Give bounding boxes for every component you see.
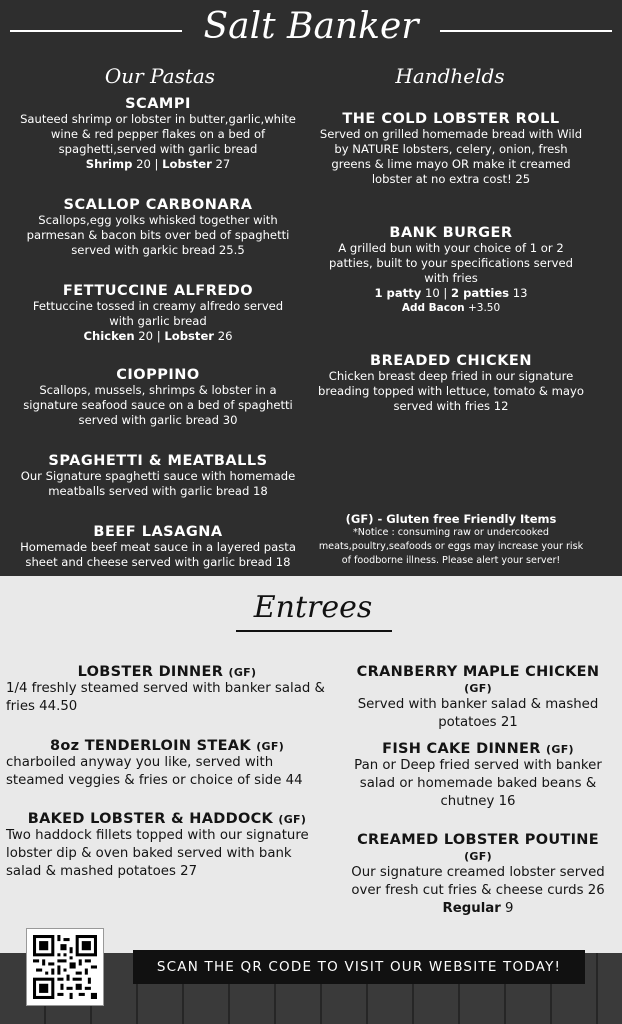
item-desc: Our signature creamed lobster served over fresh cut fries & cheese curds 26	[351, 865, 605, 898]
item-desc: Sauteed shrimp or lobster in butter,garlic,white wine & red pepper flakes on a bed of spaghetti,served with garlic bread	[20, 112, 296, 156]
item-name: THE COLD LOBSTER ROLL	[342, 111, 560, 127]
item-name: SCAMPI	[125, 96, 191, 112]
item-desc: Served on grilled homemade bread with Wild by NATURE lobsters, celery, onion, fresh greens & lime mayo OR make it creamed lobster at no extra cost! 25	[319, 127, 583, 186]
item-name: FISH CAKE DINNER (GF)	[382, 741, 574, 757]
notice-text: *Notice : consuming raw or undercooked meats,poultry,seafoods or eggs may increase your risk of foodborne illness. Please alert your server!	[318, 527, 584, 566]
pasta-item-scampi	[20, 96, 296, 172]
gluten-free-notice	[316, 512, 586, 568]
handhelds-heading: Handhelds	[395, 64, 505, 88]
item-desc: Homemade beef meat sauce in a layered pasta sheet and cheese served with garlic bread 18	[20, 540, 296, 569]
item-desc: Fettuccine tossed in creamy alfredo served with garlic bread	[32, 299, 284, 328]
entree-item-cranberry-maple-chicken	[350, 664, 606, 732]
pasta-item-spaghetti-meatballs	[20, 453, 296, 499]
item-extra: Add Bacon +3.50	[401, 302, 501, 314]
item-price: Regular 9	[442, 901, 514, 916]
item-name: CIOPPINO	[116, 367, 200, 383]
handhelds-column	[316, 0, 586, 576]
pasta-item-fettuccine-alfredo	[20, 283, 296, 344]
item-desc: 1/4 freshly steamed served with banker salad & fries 44.50	[6, 681, 325, 714]
item-name: CRANBERRY MAPLE CHICKEN	[356, 664, 600, 680]
qr-code-icon	[33, 935, 97, 999]
handheld-item-bank-burger	[316, 225, 586, 316]
pastas-heading: Our Pastas	[104, 64, 216, 88]
pasta-item-beef-lasagna	[20, 524, 296, 570]
handheld-item-cold-lobster-roll	[316, 111, 586, 187]
item-desc: Scallops, mussels, shrimps & lobster in a signature seafood sauce on a bed of spaghetti served with garlic bread 30	[23, 383, 293, 427]
item-name: BAKED LOBSTER & HADDOCK (GF)	[27, 811, 307, 827]
qr-code[interactable]	[26, 928, 104, 1006]
item-name: SCALLOP CARBONARA	[63, 197, 253, 213]
notice-heading: (GF) - Gluten free Friendly Items	[345, 512, 557, 526]
item-price: 1 patty 10 | 2 patties 13	[374, 286, 528, 300]
handheld-item-breaded-chicken	[316, 353, 586, 414]
item-gf: (GF)	[464, 850, 492, 863]
entree-item-lobster-dinner	[6, 664, 328, 716]
entree-item-fish-cake-dinner	[350, 741, 606, 811]
item-name: BANK BURGER	[389, 225, 513, 241]
entree-item-tenderloin-steak	[6, 738, 328, 790]
item-desc: Two haddock fillets topped with our signature lobster dip & oven baked served with bank salad & mashed potatoes 27	[6, 828, 309, 879]
pastas-column	[20, 0, 296, 576]
pasta-item-cioppino	[20, 367, 296, 428]
item-name: CREAMED LOBSTER POUTINE	[357, 832, 599, 848]
item-price: Chicken 20 | Lobster 26	[83, 329, 233, 343]
restaurant-title: Salt Banker	[203, 6, 419, 47]
item-name: LOBSTER DINNER (GF)	[77, 664, 257, 680]
item-name: 8oz TENDERLOIN STEAK (GF)	[49, 738, 285, 754]
entree-item-creamed-lobster-poutine	[350, 832, 606, 918]
item-name: SPAGHETTI & MEATBALLS	[48, 453, 268, 469]
item-desc: Scallops,egg yolks whisked together with parmesan & bacon bits over bed of spaghetti served with garkic bread 25.5	[26, 213, 290, 257]
item-desc: Served with banker salad & mashed potatoes 21	[357, 697, 599, 730]
item-desc: Pan or Deep fried served with banker salad or homemade baked beans & chutney 16	[354, 758, 602, 809]
item-name: BEEF LASAGNA	[93, 524, 223, 540]
item-name: BREADED CHICKEN	[370, 353, 532, 369]
item-desc: Chicken breast deep fried in our signature breading topped with lettuce, tomato & mayo served with fries 12	[317, 369, 584, 413]
item-name: FETTUCCINE ALFREDO	[62, 283, 254, 299]
entrees-underline	[236, 630, 392, 632]
entrees-heading: Entrees	[253, 590, 373, 625]
pasta-item-scallop-carbonara	[20, 197, 296, 258]
website-banner[interactable]: SCAN THE QR CODE TO VISIT OUR WEBSITE TODAY!	[133, 950, 585, 984]
item-price: Shrimp 20 | Lobster 27	[85, 157, 231, 171]
item-desc: charboiled anyway you like, served with steamed veggies & fries or choice of side 44	[6, 755, 303, 788]
item-desc: A grilled bun with your choice of 1 or 2 patties, built to your specifications served with fries	[329, 241, 573, 285]
item-gf: (GF)	[464, 682, 492, 695]
item-desc: Our Signature spaghetti sauce with homemade meatballs served with garlic bread 18	[20, 469, 296, 498]
entree-item-baked-lobster-haddock	[6, 811, 328, 881]
